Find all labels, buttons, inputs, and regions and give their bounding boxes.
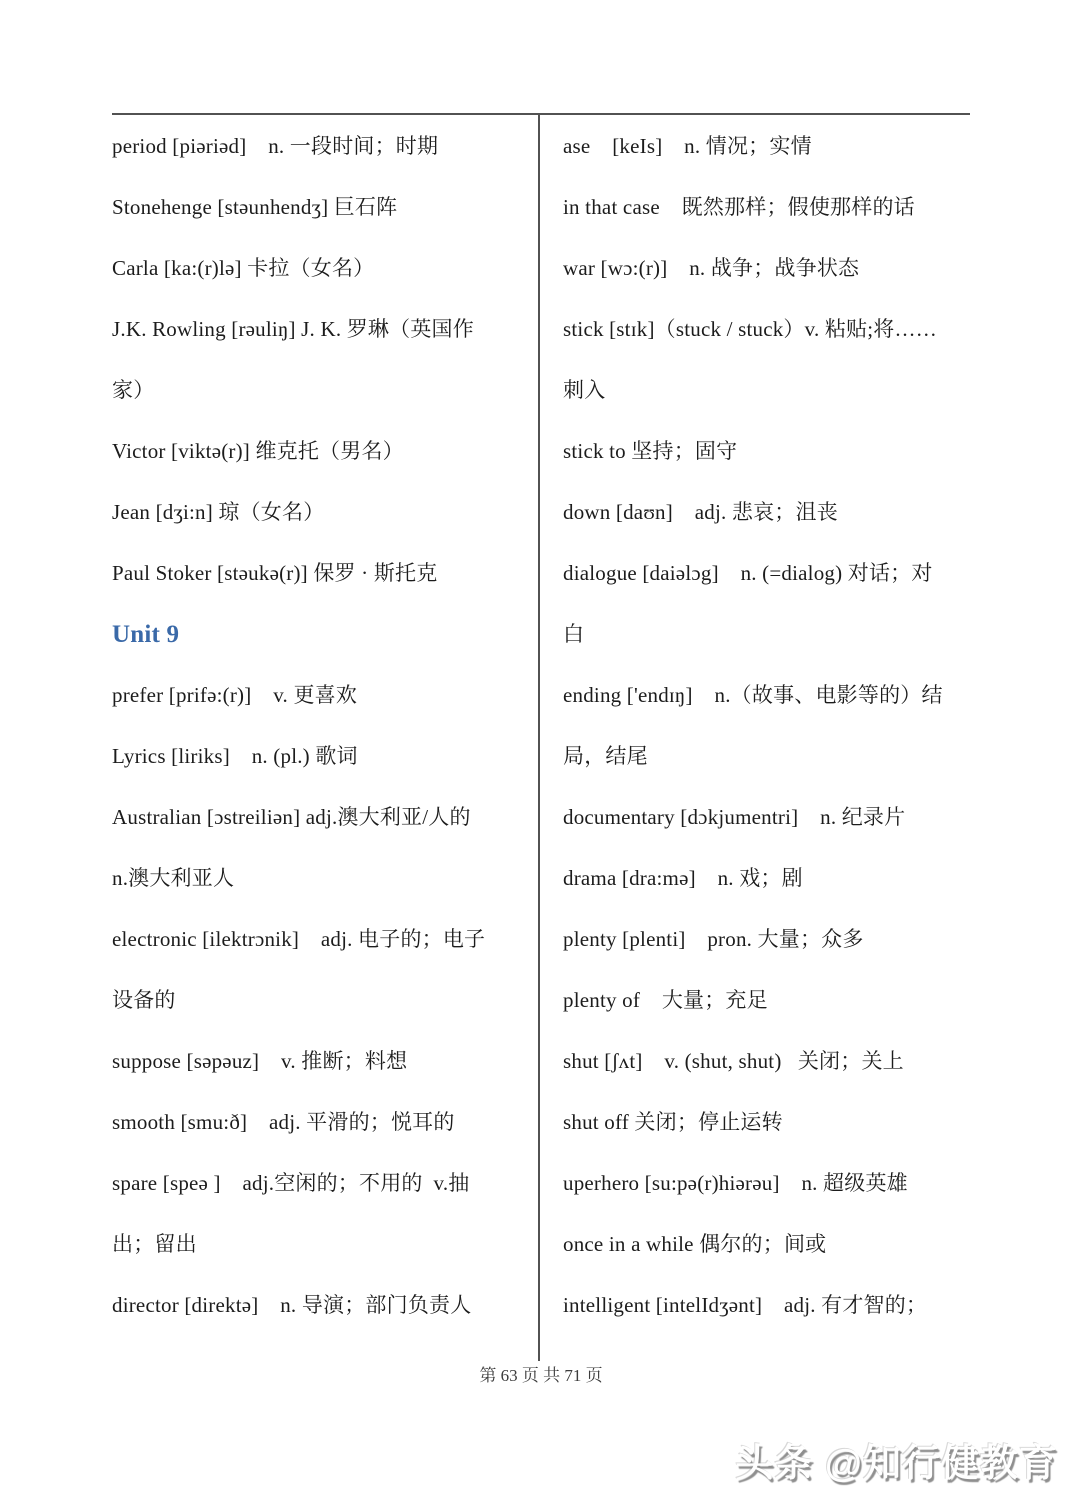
vocab-line: period [piəriəd] n. 一段时间；时期 xyxy=(112,134,439,158)
vocab-line: shut off 关闭；停止运转 xyxy=(563,1110,783,1134)
vocab-line: war [wɔ:(r)] n. 战争；战争状态 xyxy=(563,256,860,280)
vocab-line: 出；留出 xyxy=(112,1232,197,1256)
column-divider-rule xyxy=(538,113,540,1361)
vocab-line: spare [speə ] adj.空闲的；不用的 v.抽 xyxy=(112,1171,470,1195)
vocab-line: prefer [prifə:(r)] v. 更喜欢 xyxy=(112,683,358,707)
vocab-line: director [direktə] n. 导演；部门负责人 xyxy=(112,1293,472,1317)
vocab-line: in that case 既然那样；假使那样的话 xyxy=(563,195,915,219)
vocab-line: plenty [plenti] pron. 大量；众多 xyxy=(563,927,864,951)
vocab-line: Australian [ɔstreiliən] adj.澳大利亚/人的 xyxy=(112,805,471,829)
vocab-line: shut [ʃʌt] v. (shut, shut) 关闭；关上 xyxy=(563,1049,904,1073)
vocab-line: Paul Stoker [stəukə(r)] 保罗 · 斯托克 xyxy=(112,561,438,585)
left-column xyxy=(112,116,536,1336)
vocab-line: Lyrics [liriks] n. (pl.) 歌词 xyxy=(112,744,358,768)
vocab-line: down [daʊn] adj. 悲哀；沮丧 xyxy=(563,500,838,524)
vocab-line: Jean [dʒi:n] 琼（女名） xyxy=(112,500,325,524)
vocab-line: 设备的 xyxy=(112,988,176,1012)
vocab-line: ase [keIs] n. 情况；实情 xyxy=(563,134,812,158)
vocab-line: documentary [dɔkjumentri] n. 纪录片 xyxy=(563,805,906,829)
vocab-line: once in a while 偶尔的；间或 xyxy=(563,1232,827,1256)
vocab-line: J.K. Rowling [rəuliŋ] J. K. 罗琳（英国作 xyxy=(112,317,474,341)
vocab-line: 白 xyxy=(563,622,585,646)
vocab-line: uperhero [su:pə(r)hiərəu] n. 超级英雄 xyxy=(563,1171,908,1195)
vocab-line: stick [stɪk]（stuck / stuck）v. 粘贴;将…… xyxy=(563,317,937,341)
vocab-line: 局，结尾 xyxy=(563,744,648,768)
vocab-line: 家） xyxy=(112,378,155,402)
vocab-line: Carla [ka:(r)lə] 卡拉（女名） xyxy=(112,256,375,280)
vocab-line: stick to 坚持；固守 xyxy=(563,439,738,463)
watermark: 头条 @知行健教育 xyxy=(735,1443,1058,1485)
unit-heading: Unit 9 xyxy=(112,621,180,648)
vocab-line: dialogue [daiəlɔg] n. (=dialog) 对话；对 xyxy=(563,561,933,585)
vocab-line: plenty of 大量；充足 xyxy=(563,988,768,1012)
vocab-line: 刺入 xyxy=(563,378,606,402)
vocab-line: electronic [ilektrɔnik] adj. 电子的；电子 xyxy=(112,927,486,951)
vocab-line: Victor [viktə(r)] 维克托（男名） xyxy=(112,439,404,463)
vocab-line: smooth [smu:ð] adj. 平滑的；悦耳的 xyxy=(112,1110,455,1134)
vocab-line: Stonehenge [stəunhendʒ] 巨石阵 xyxy=(112,195,398,219)
vocab-line: drama [dra:mə] n. 戏；剧 xyxy=(563,866,803,890)
right-column xyxy=(563,116,993,1336)
vocab-line: n.澳大利亚人 xyxy=(112,866,235,890)
vocab-line: suppose [səpəuz] v. 推断；料想 xyxy=(112,1049,408,1073)
vocab-line: intelligent [intelIdʒənt] adj. 有才智的； xyxy=(563,1293,928,1317)
vocab-line: ending ['endɪŋ] n.（故事、电影等的）结 xyxy=(563,683,943,707)
page-footer: 第 63 页 共 71 页 xyxy=(479,1366,603,1385)
top-horizontal-rule xyxy=(112,113,970,115)
